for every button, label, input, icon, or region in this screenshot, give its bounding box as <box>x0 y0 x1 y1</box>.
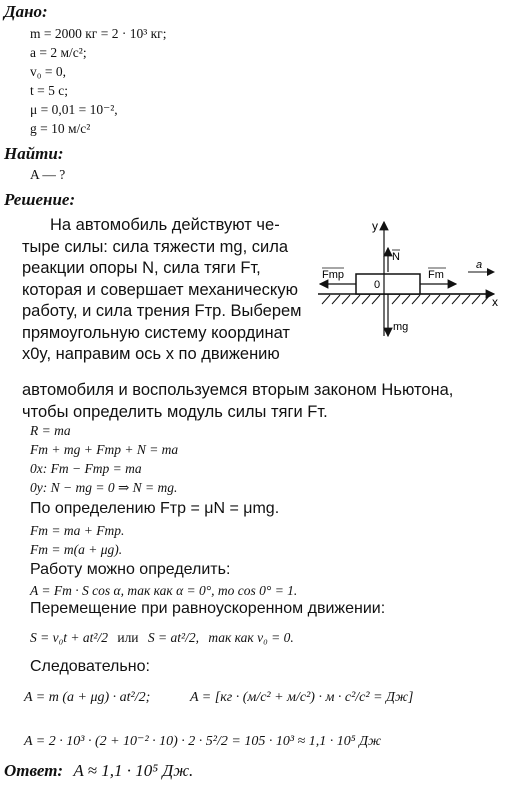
displacement-eq-a: S = v₀t + at²/2 <box>30 630 108 645</box>
displacement-eq-b: S = at²/2, <box>147 630 199 645</box>
ground-hatching <box>322 295 490 304</box>
find-heading: Найти: <box>4 144 64 163</box>
formula-units: A = [кг · (м/с² + м/с²) · м · с²/с² = Дж] <box>190 690 414 705</box>
given-time: t = 5 с; <box>30 83 68 98</box>
eq-projection-x: 0x: Fт − Fтр = ma <box>30 461 142 476</box>
force-diagram <box>316 218 502 348</box>
intro-line: x0y, направим ось x по движению <box>22 345 280 363</box>
gravity-label: mg <box>393 321 409 333</box>
friction-label: Fmp <box>322 269 344 281</box>
given-gravity: g = 10 м/с² <box>30 121 91 136</box>
intro-line: которая и совершает механическую <box>22 280 298 299</box>
intro-line: На автомобиль действуют че- <box>50 216 280 234</box>
solution-heading: Решение: <box>4 190 76 209</box>
given-heading: Дано: <box>4 2 48 21</box>
eq-traction-1: Fт = ma + Fтр. <box>30 523 125 538</box>
by-definition-line: По определению Fтр = μN = μmg. <box>30 500 280 517</box>
acceleration-label: a <box>476 259 483 271</box>
given-initial-velocity: v₀ = 0, <box>30 64 66 79</box>
y-axis-label: y <box>372 219 378 233</box>
displacement-or: или <box>117 630 139 645</box>
intro-paragraph <box>22 215 322 366</box>
intro-line: реакции опоры N, сила тяги Fт, <box>22 259 261 277</box>
continue-paragraph <box>22 380 497 423</box>
intro-line: прямоугольную систему координат <box>22 323 290 342</box>
formula-main: A = m (a + μg) · at²/2; <box>24 690 151 705</box>
intro-line: тыре силы: сила тяжести mg, сила <box>22 237 289 256</box>
continue-line: автомобиля и воспользуемся вторым законом Ньютона, <box>22 381 454 399</box>
car-body <box>356 274 420 294</box>
eq-forces-sum: Fт + mg + Fтр + N = ma <box>30 442 179 457</box>
displacement-equation <box>30 630 294 646</box>
find-value: A — ? <box>30 167 66 182</box>
x-axis-label: x <box>492 295 498 309</box>
eq-projection-y: 0y: N − mg = 0 ⇒ N = mg. <box>30 480 178 495</box>
displacement-text: Перемещение при равноускоренном движении: <box>30 600 386 617</box>
given-mass: m = 2000 кг = 2 · 10³ кг; <box>30 26 167 41</box>
consequently-text: Следовательно: <box>30 658 150 675</box>
continue-line: чтобы определить модуль силы тяги Fт. <box>22 402 328 421</box>
answer-value: A ≈ 1,1 · 10⁵ Дж. <box>73 761 194 780</box>
calc-equation: A = 2 · 10³ · (2 + 10⁻² · 10) · 2 · 5²/2 = 105 · 10³ ≈ 1,1 · 10⁵ Дж <box>24 734 382 749</box>
answer-heading: Ответ: <box>4 761 64 780</box>
intro-line: работу, и сила трения Fтр. Выберем <box>22 302 302 320</box>
normal-force-label: N <box>392 251 400 263</box>
traction-label: Fm <box>428 269 444 281</box>
eq-traction-2: Fт = m(a + μg). <box>30 542 123 557</box>
work-equation: A = Fт · S cos α, так как α = 0°, то cos 0° = 1. <box>30 583 298 598</box>
displacement-since: так как v₀ = 0. <box>208 630 294 645</box>
given-friction-coefficient: μ = 0,01 = 10⁻², <box>30 102 118 117</box>
work-text: Работу можно определить: <box>30 561 231 578</box>
eq-newton: R = ma <box>30 423 71 438</box>
answer-row <box>4 761 193 781</box>
given-acceleration: a = 2 м/с²; <box>30 45 87 60</box>
origin-label: 0 <box>374 279 381 291</box>
